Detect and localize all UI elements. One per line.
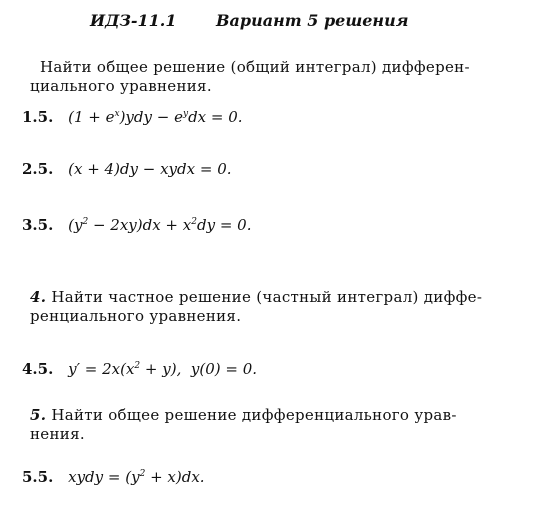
section-4-line-1 xyxy=(30,288,500,307)
section-4-number: 4. xyxy=(30,288,47,306)
problem-number: 5.5. xyxy=(22,468,54,486)
section-1-line-2: циального уравнения. xyxy=(30,77,212,95)
section-5-instruction xyxy=(30,406,500,444)
section-4-text: Найти частное решение (частный интеграл) диффе- xyxy=(51,288,483,306)
equation: xydy = $(y^2 + x)dx$. xyxy=(68,468,205,486)
problem-2-5 xyxy=(22,160,232,178)
assignment-title: ИДЗ-11.1 xyxy=(90,11,177,30)
problem-4-5 xyxy=(22,360,257,378)
problem-number: 3.5. xyxy=(22,216,54,234)
problem-number: 4.5. xyxy=(22,360,54,378)
equation: $y' = 2x(x^2 + y)$, y(0) = 0. xyxy=(68,360,258,378)
section-5-number: 5. xyxy=(30,406,47,424)
variant-title: Вариант 5 решения xyxy=(216,11,409,30)
section-1-line-1: Найти общее решение (общий интеграл) дифферен- xyxy=(40,58,470,76)
section-4-line-2: ренциального уравнения. xyxy=(30,307,242,325)
problem-3-5 xyxy=(22,216,251,234)
problem-5-5 xyxy=(22,468,205,486)
problem-number: 1.5. xyxy=(22,108,54,126)
problem-1-5 xyxy=(22,108,243,126)
section-1-instruction xyxy=(30,58,500,96)
equation: $(y^2 - 2xy)dx + x^2dy = 0$. xyxy=(68,216,252,234)
section-5-line-1 xyxy=(30,406,500,425)
section-4-instruction xyxy=(30,288,500,326)
section-5-line-2: нения. xyxy=(30,425,85,443)
equation: $(1 + e^x)ydy - e^ydx = 0$. xyxy=(68,108,243,126)
problem-number: 2.5. xyxy=(22,160,54,178)
section-5-text: Найти общее решение дифференциального урав- xyxy=(51,406,457,424)
equation: (x + 4)dy − xydx = 0. xyxy=(68,160,232,178)
